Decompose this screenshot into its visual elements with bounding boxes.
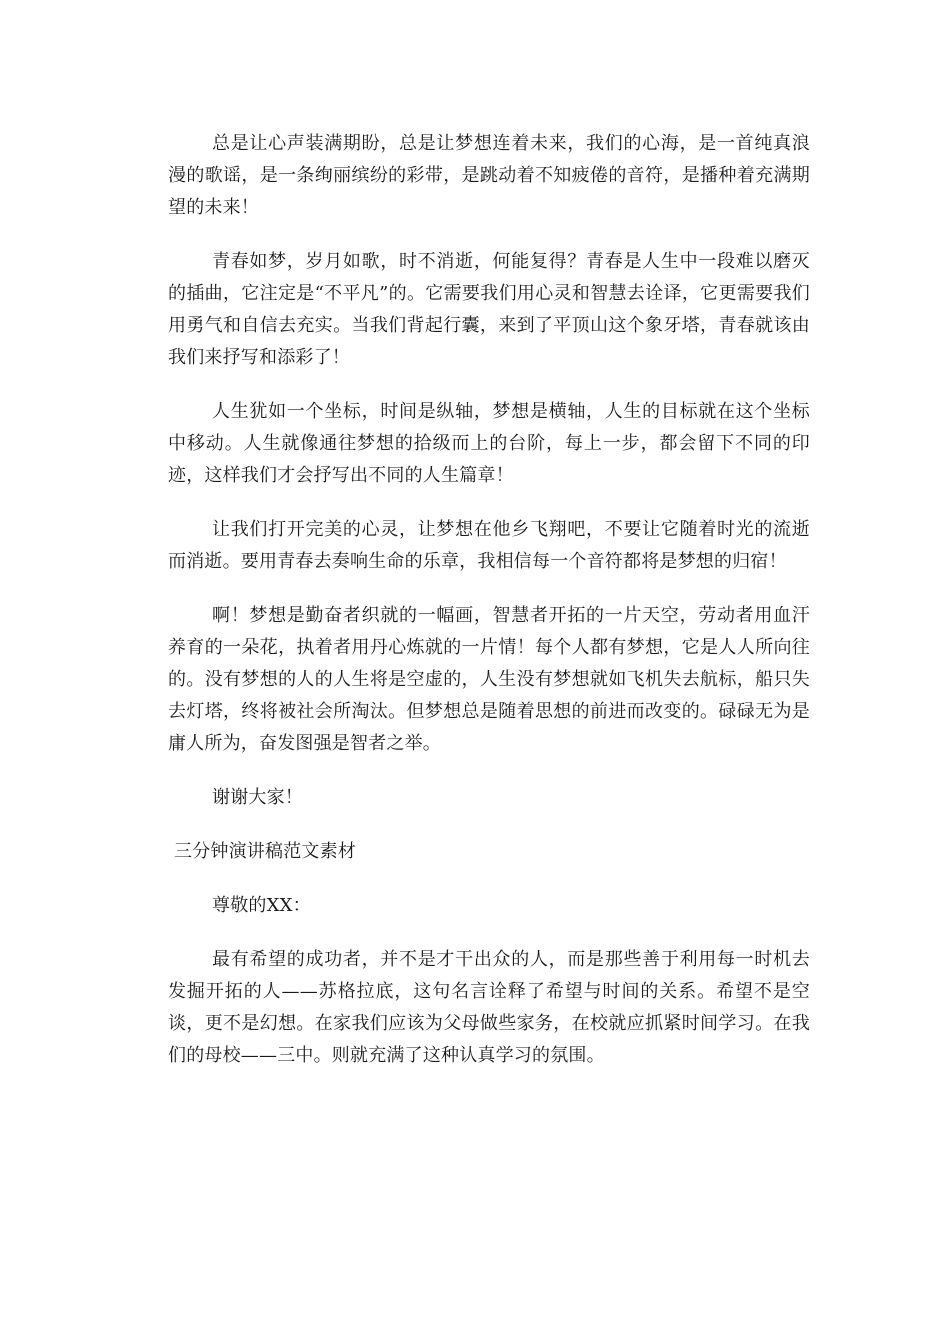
- paragraph-3: 人生犹如一个坐标，时间是纵轴，梦想是横轴，人生的目标就在这个坐标中移动。人生就像通往梦想的拾级而上的台阶，每上一步，都会留下不同的印迹，这样我们才会抒写出不同的人生篇章！: [168, 401, 810, 486]
- paragraph-5: 啊！梦想是勤奋者织就的一幅画，智慧者开拓的一片天空，劳动者用血汗养育的一朵花，执着者用丹心炼就的一片情！每个人都有梦想，它是人人所向往的。没有梦想的人的人生将是空虚的，人生没有梦想就如飞机失去航标，船只失去灯塔，终将被社会所淘汰。但梦想总是随着思想的前进而改变的。碌碌无为是庸人所为，奋发图强是智者之举。: [168, 605, 810, 754]
- document-body: [168, 128, 810, 1072]
- paragraph-2: 青春如梦，岁月如歌，时不消逝，何能复得？青春是人生中一段难以磨灭的插曲，它注定是“不平凡”的。它需要我们用心灵和智慧去诠译，它更需要我们用勇气和自信去充实。当我们背起行囊，来到了平顶山这个象牙塔，青春就该由我们来抒写和添彩了！: [168, 251, 810, 368]
- thanks-line: 谢谢大家！: [212, 787, 303, 808]
- closing-paragraph: 最有希望的成功者，并不是才干出众的人，而是那些善于利用每一时机去发掘开拓的人——苏格拉底，这句名言诠释了希望与时间的关系。希望不是空谈，更不是幻想。在家我们应该为父母做些家务，在校就应抓紧时间学习。在我们的母校——三中。则就充满了这种认真学习的氛围。: [168, 949, 810, 1066]
- paragraph-4: 让我们打开完美的心灵，让梦想在他乡飞翔吧，不要让它随着时光的流逝而消逝。要用青春去奏响生命的乐章，我相信每一个音符都将是梦想的归宿！: [168, 519, 810, 572]
- section-title: 三分钟演讲稿范文素材: [174, 841, 356, 862]
- salutation: 尊敬的XX：: [212, 895, 311, 916]
- paragraph-1: 总是让心声装满期盼，总是让梦想连着未来，我们的心海，是一首纯真浪漫的歌谣，是一条绚丽缤纷的彩带，是跳动着不知疲倦的音符，是播种着充满期望的未来！: [168, 133, 810, 218]
